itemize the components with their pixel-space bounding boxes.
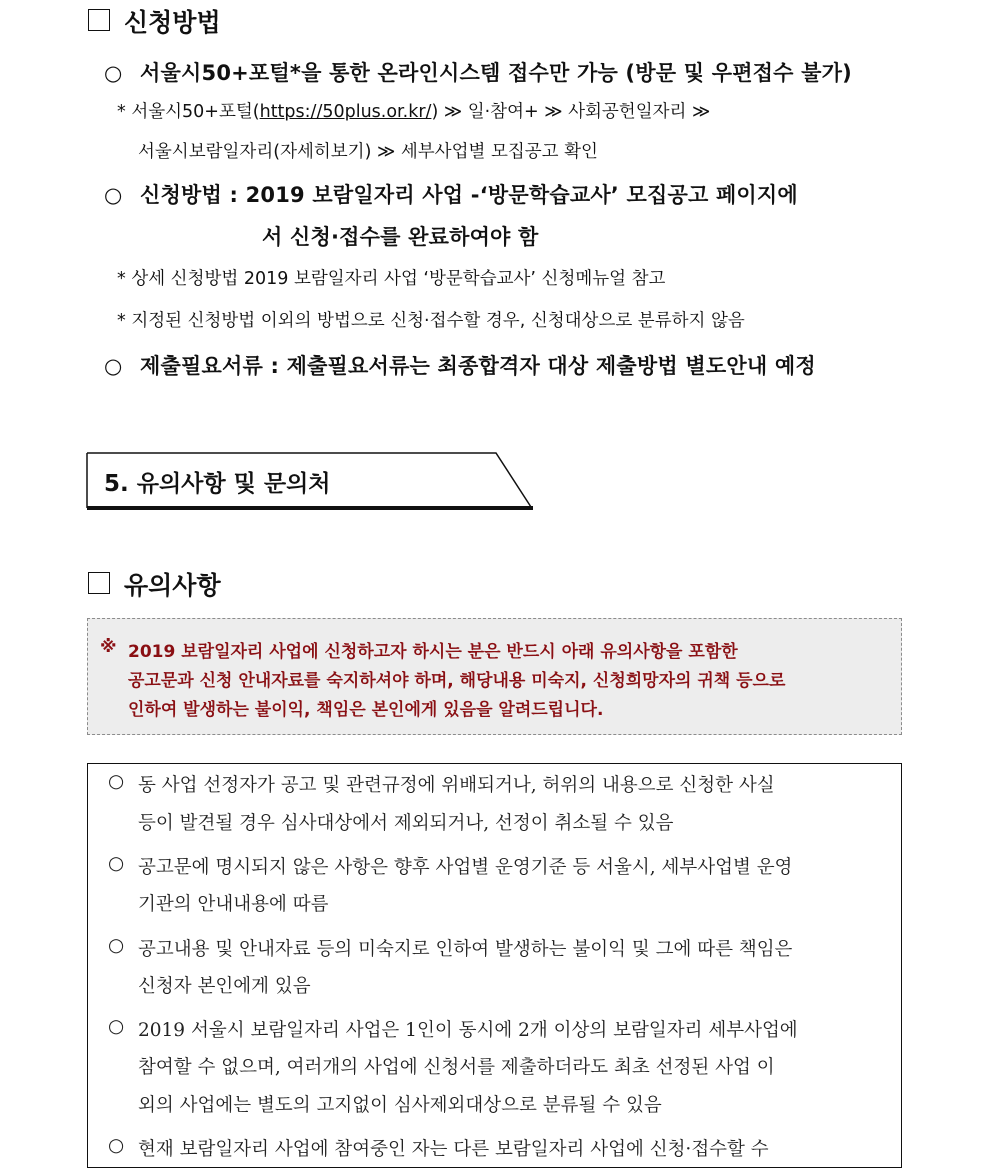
bullet-text-continued: 서 신청·접수를 완료하여야 함 [262,225,539,249]
note-line: * 서울시50+포털(https://50plus.or.kr/) ≫ 일·참여+ ≫ 사회공헌일자리 ≫ [117,102,711,122]
note-line: * 지정된 신청방법 이외의 방법으로 신청·접수할 경우, 신청대상으로 분류하지 않음 [117,311,745,331]
notice-item-line: 현재 보람일자리 사업에 참여중인 자는 다른 보람일자리 사업에 신청·접수할 수 [138,1139,769,1160]
section-heading-notice: 유의사항 [124,571,221,600]
notice-item-line: 동 사업 선정자가 공고 및 관련규정에 위배되거나, 허위의 내용으로 신청한 사실 [138,775,775,796]
bullet-circle-icon: ○ [104,183,123,207]
bullet-apply-1 [104,57,852,87]
checkbox-icon [88,572,110,594]
notice-item-line: 참여할 수 없으며, 여러개의 사업에 신청서를 제출하더라도 최초 선정된 사업 이 [138,1057,775,1078]
checkbox-icon [88,9,110,31]
notice-item-line: 2019 서울시 보람일자리 사업은 1인이 동시에 2개 이상의 보람일자리 세부사업에 [138,1020,798,1041]
bullet-circle-icon: ○ [104,61,123,85]
note-line: 서울시보람일자리(자세히보기) ≫ 세부사업별 모집공고 확인 [138,142,598,162]
notice-item-line: 기관의 안내내용에 따름 [138,894,329,915]
bullet-text: 제출필요서류 : 제출필요서류는 최종합격자 대상 제출방법 별도안내 예정 [140,354,816,378]
notice-item-bullet: ○ [108,1016,125,1037]
bullet-text: 신청방법 : 2019 보람일자리 사업 -‘방문학습교사’ 모집공고 페이지에 [140,183,798,207]
notice-item-bullet: ○ [108,935,125,956]
note-line: * 상세 신청방법 2019 보람일자리 사업 ‘방문학습교사’ 신청메뉴얼 참고 [117,269,666,289]
warning-line: 2019 보람일자리 사업에 신청하고자 하시는 분은 반드시 아래 유의사항을 포함한 [128,642,738,662]
bullet-apply-3 [104,350,816,380]
section-title: 5. 유의사항 및 문의처 [104,471,331,497]
warning-symbol: ※ [100,637,117,657]
notice-item-bullet: ○ [108,1135,125,1156]
warning-line: 공고문과 신청 안내자료를 숙지하셔야 하며, 해당내용 미숙지, 신청희망자의 귀책 등으로 [128,671,786,691]
notice-item-bullet: ○ [108,771,125,792]
notice-item-line: 등이 발견될 경우 심사대상에서 제외되거나, 선정이 취소될 수 있음 [138,813,674,834]
bullet-text: 서울시50+포털*을 통한 온라인시스템 접수만 가능 (방문 및 우편접수 불가) [140,61,852,85]
section-heading-apply: 신청방법 [124,8,221,37]
notice-item-line: 신청자 본인에게 있음 [138,976,311,997]
bullet-circle-icon: ○ [104,354,123,378]
notice-item-line: 공고내용 및 안내자료 등의 미숙지로 인하여 발생하는 불이익 및 그에 따른 책임은 [138,939,793,960]
bullet-apply-2 [104,179,798,209]
notice-item-bullet: ○ [108,853,125,874]
warning-line: 인하여 발생하는 불이익, 책임은 본인에게 있음을 알려드립니다. [128,700,604,720]
url-link[interactable]: https://50plus.or.kr/ [259,102,432,122]
notice-item-line: 공고문에 명시되지 않은 사항은 향후 사업별 운영기준 등 서울시, 세부사업별 운영 [138,857,793,878]
notice-item-line: 외의 사업에는 별도의 고지없이 심사제외대상으로 분류될 수 있음 [138,1095,662,1116]
